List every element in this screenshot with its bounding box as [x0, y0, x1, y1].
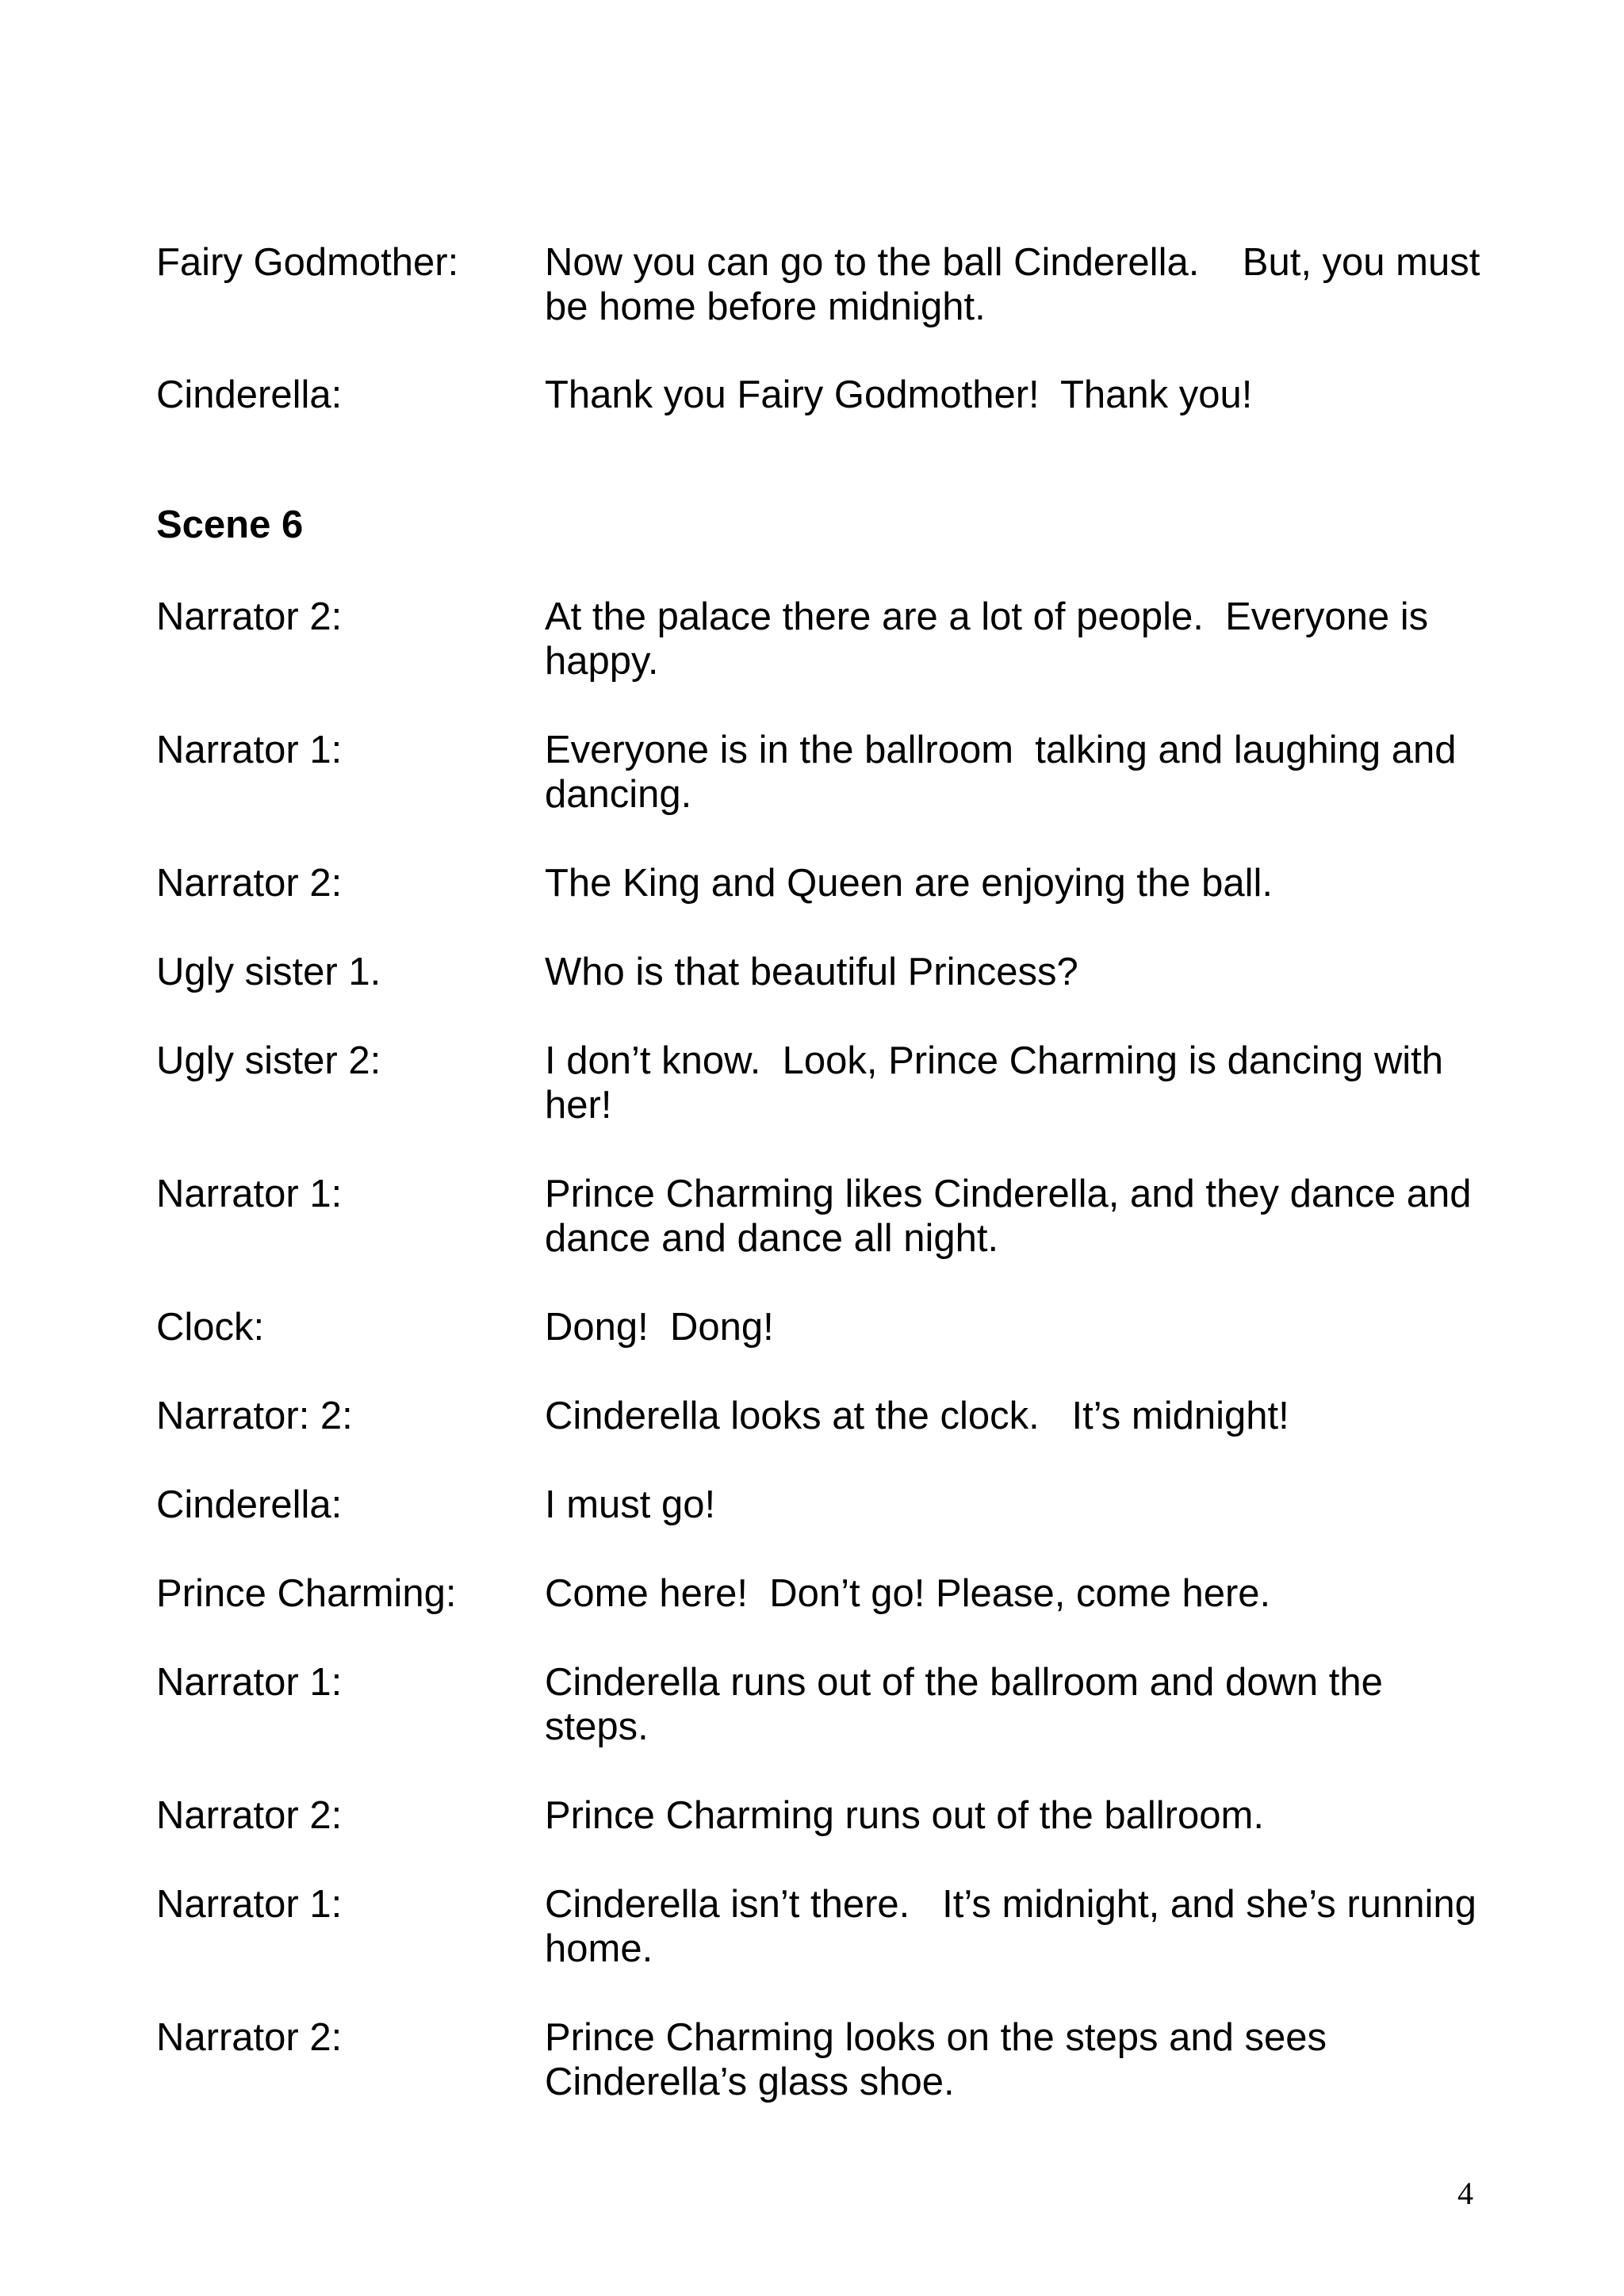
- dialogue-text: Now you can go to the ball Cinderella. But, you must be home before midnight.: [545, 241, 1491, 328]
- speaker-name: Ugly sister 2:: [156, 1039, 381, 1082]
- speaker-name: Narrator 1:: [156, 729, 343, 771]
- speaker-name: Prince Charming:: [156, 1572, 457, 1615]
- speaker-name: Narrator 1:: [156, 1173, 343, 1215]
- speaker-name: Narrator: 2:: [156, 1395, 353, 1437]
- speaker-name: Narrator 2:: [156, 595, 343, 638]
- speaker-name: Narrator 2:: [156, 1794, 343, 1837]
- dialogue-text: Everyone is in the ballroom talking and laughing and dancing.: [545, 729, 1468, 816]
- dialogue-text: Prince Charming runs out of the ballroom.: [545, 1794, 1264, 1837]
- dialogue-text: The King and Queen are enjoying the ball.: [545, 862, 1274, 905]
- dialogue-text: I must go!: [545, 1483, 716, 1526]
- dialogue-text: Thank you Fairy Godmother! Thank you!: [545, 373, 1253, 416]
- dialogue-text: Come here! Don’t go! Please, come here.: [545, 1572, 1271, 1615]
- speaker-name: Narrator 2:: [156, 862, 343, 905]
- speaker-name: Ugly sister 1.: [156, 951, 381, 993]
- dialogue-text: Who is that beautiful Princess?: [545, 951, 1078, 993]
- dialogue-text: Cinderella runs out of the ballroom and down the steps.: [545, 1661, 1394, 1748]
- scene-heading: Scene 6: [156, 503, 304, 546]
- speaker-name: Clock:: [156, 1306, 265, 1349]
- speaker-name: Fairy Godmother:: [156, 241, 459, 284]
- speaker-name: Narrator 1:: [156, 1661, 343, 1704]
- dialogue-text: Cinderella looks at the clock. It’s midnight!: [545, 1395, 1289, 1437]
- dialogue-text: Prince Charming looks on the steps and sees Cinderella’s glass shoe.: [545, 2016, 1338, 2103]
- dialogue-text: Prince Charming likes Cinderella, and they dance and dance and dance all night.: [545, 1173, 1483, 1260]
- speaker-name: Narrator 1:: [156, 1883, 343, 1926]
- speaker-name: Narrator 2:: [156, 2016, 343, 2059]
- dialogue-text: Dong! Dong!: [545, 1306, 774, 1349]
- speaker-name: Cinderella:: [156, 373, 343, 416]
- dialogue-text: Cinderella isn’t there. It’s midnight, and she’s running home.: [545, 1883, 1488, 1970]
- dialogue-text: At the palace there are a lot of people. Everyone is happy.: [545, 595, 1439, 683]
- dialogue-text: I don’t know. Look, Prince Charming is dancing with her!: [545, 1039, 1454, 1127]
- page-number: 4: [1457, 2175, 1473, 2211]
- speaker-name: Cinderella:: [156, 1483, 343, 1526]
